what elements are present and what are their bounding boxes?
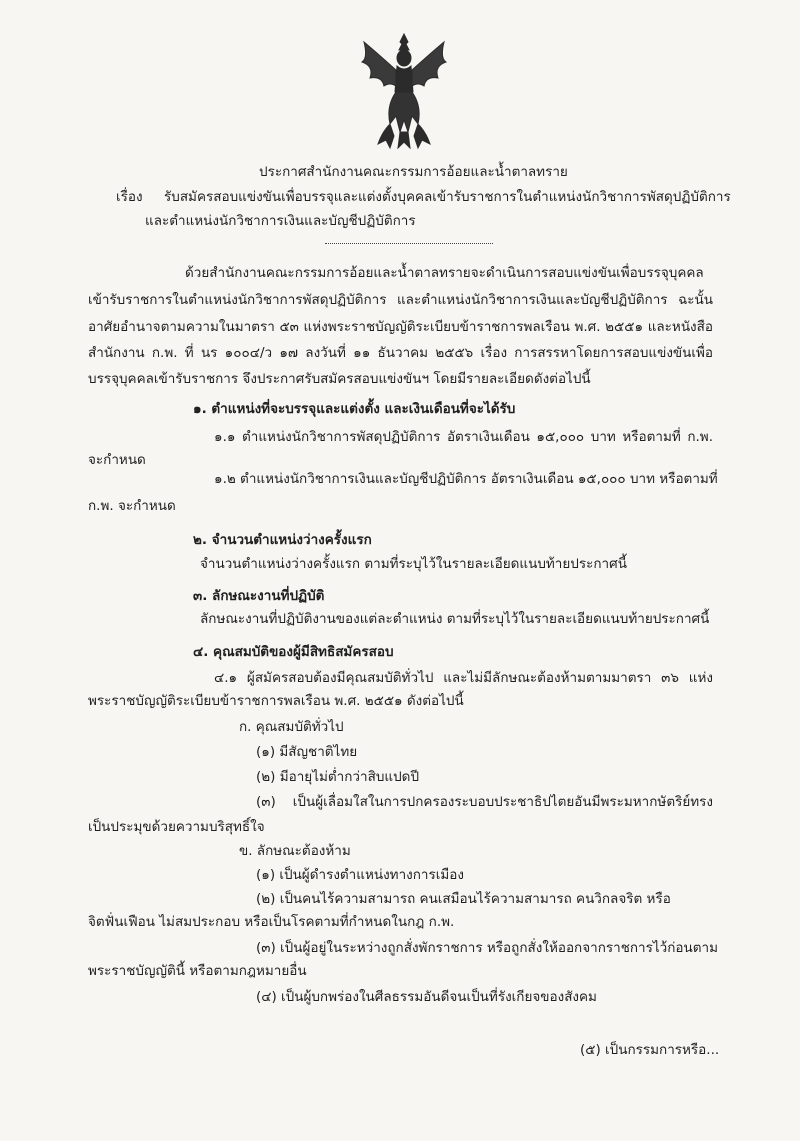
- section-3-heading: ๓. ลักษณะงานที่ปฏิบัติ: [193, 588, 325, 604]
- prohibitions-heading: ข. ลักษณะต้องห้าม: [239, 843, 351, 859]
- section-4-item-1: ๔.๑ ผู้สมัครสอบต้องมีคุณสมบัติทั่วไป และไม่มีลักษณะต้องห้ามตามมาตรา ๓๖ แห่ง: [214, 670, 713, 686]
- intro-line-3: อาศัยอำนาจตามความในมาตรา ๕๓ แห่งพระราชบัญญัติระเบียบข้าราชการพลเรือน พ.ศ. ๒๕๕๑ และหนังสือ: [88, 319, 713, 335]
- intro-line-2: เข้ารับราชการในตำแหน่งนักวิชาการพัสดุปฏิบัติการ และตำแหน่งนักวิชาการเงินและบัญชีปฏิบัติการ ฉะนั้น: [88, 292, 713, 308]
- section-2-text: จำนวนตำแหน่งว่างครั้งแรก ตามที่ระบุไว้ในรายละเอียดแนบท้ายประกาศนี้: [200, 556, 627, 572]
- prohibition-b4: (๔) เป็นผู้บกพร่องในศีลธรรมอันดีจนเป็นที่รังเกียจของสังคม: [256, 989, 597, 1005]
- announcement-title: ประกาศสำนักงานคณะกรรมการอ้อยและน้ำตาลทราย: [259, 164, 568, 180]
- intro-line-4: สำนักงาน ก.พ. ที่ นร ๑๐๐๔/ว ๑๗ ลงวันที่ ๑๑ ธันวาคม ๒๕๕๖ เรื่อง การสรรหาโดยการสอบแข่งขันเพื่อ: [88, 345, 713, 361]
- section-1-heading: ๑. ตำแหน่งที่จะบรรจุและแต่งตั้ง และเงินเดือนที่จะได้รับ: [193, 401, 516, 417]
- section-1-item-2: ๑.๒ ตำแหน่งนักวิชาการเงินและบัญชีปฏิบัติการ อัตราเงินเดือน ๑๕,๐๐๐ บาท หรือตามที่: [214, 471, 718, 487]
- garuda-emblem-icon: [356, 32, 452, 152]
- qualifications-general-heading: ก. คุณสมบัติทั่วไป: [239, 719, 344, 735]
- prohibition-b2-cont: จิตฟั่นเฟือน ไม่สมประกอบ หรือเป็นโรคตามที่กำหนดในกฎ ก.พ.: [88, 914, 455, 930]
- prohibition-b1: (๑) เป็นผู้ดำรงตำแหน่งทางการเมือง: [256, 867, 464, 883]
- section-4-item-1-cont: พระราชบัญญัติระเบียบข้าราชการพลเรือน พ.ศ. ๒๕๕๑ ดังต่อไปนี้: [88, 693, 464, 709]
- continuation-note: (๕) เป็นกรรมการหรือ...: [580, 1042, 720, 1058]
- qualification-a3: (๓) เป็นผู้เลื่อมใสในการปกครองระบอบประชาธิปไตยอันมีพระมหากษัตริย์ทรง: [256, 794, 713, 810]
- prohibition-b2: (๒) เป็นคนไร้ความสามารถ คนเสมือนไร้ความสามารถ คนวิกลจริต หรือ: [256, 891, 671, 907]
- subject-line-2: และตำแหน่งนักวิชาการเงินและบัญชีปฏิบัติการ: [145, 213, 416, 229]
- section-1-item-1-cont: จะกำหนด: [88, 452, 146, 468]
- section-4-heading: ๔. คุณสมบัติของผู้มีสิทธิสมัครสอบ: [193, 644, 394, 660]
- subject-line-1: รับสมัครสอบแข่งขันเพื่อบรรจุและแต่งตั้งบุคคลเข้ารับราชการในตำแหน่งนักวิชาการพัสดุปฏิบัติการ: [164, 189, 731, 205]
- section-1-item-1: ๑.๑ ตำแหน่งนักวิชาการพัสดุปฏิบัติการ อัตราเงินเดือน ๑๕,๐๐๐ บาท หรือตามที่ ก.พ.: [214, 429, 713, 445]
- qualification-a2: (๒) มีอายุไม่ต่ำกว่าสิบแปดปี: [256, 769, 420, 785]
- prohibition-b3: (๓) เป็นผู้อยู่ในระหว่างถูกสั่งพักราชการ หรือถูกสั่งให้ออกจากราชการไว้ก่อนตาม: [256, 940, 719, 956]
- title-separator: [325, 243, 493, 244]
- subject-label: เรื่อง: [116, 189, 143, 205]
- section-1-item-2-cont: ก.พ. จะกำหนด: [88, 498, 176, 514]
- qualification-a1: (๑) มีสัญชาติไทย: [256, 744, 358, 760]
- section-3-text: ลักษณะงานที่ปฏิบัติงานของแต่ละตำแหน่ง ตามที่ระบุไว้ในรายละเอียดแนบท้ายประกาศนี้: [200, 611, 710, 627]
- qualification-a3-cont: เป็นประมุขด้วยความบริสุทธิ์ใจ: [88, 819, 265, 835]
- prohibition-b3-cont: พระราชบัญญัตินี้ หรือตามกฎหมายอื่น: [88, 963, 307, 979]
- section-2-heading: ๒. จำนวนตำแหน่งว่างครั้งแรก: [193, 532, 372, 548]
- intro-line-1: ด้วยสำนักงานคณะกรรมการอ้อยและน้ำตาลทรายจะดำเนินการสอบแข่งขันเพื่อบรรจุบุคคล: [185, 265, 704, 281]
- intro-line-5: บรรจุบุคคลเข้ารับราชการ จึงประกาศรับสมัครสอบแข่งขันฯ โดยมีรายละเอียดดังต่อไปนี้: [88, 371, 591, 387]
